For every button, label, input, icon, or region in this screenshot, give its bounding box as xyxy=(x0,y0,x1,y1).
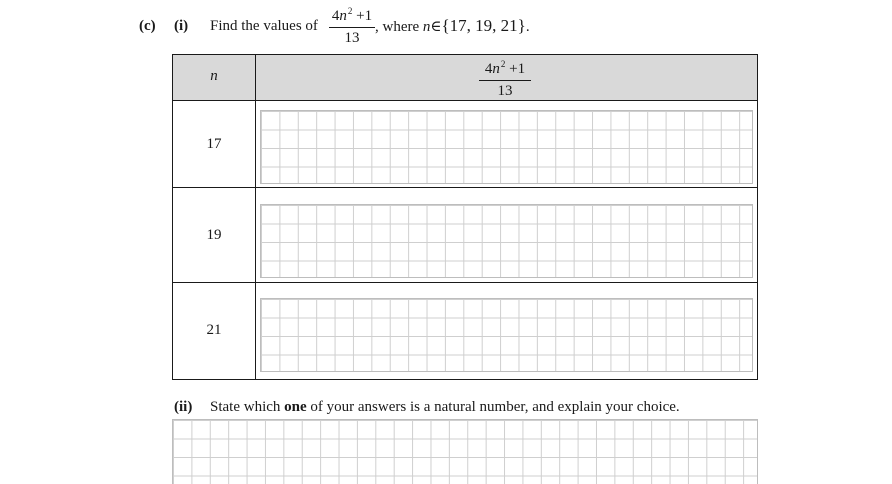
row-n-value: 21 xyxy=(206,322,222,338)
header-n: n xyxy=(210,68,218,84)
question-where-clause: , where n∈{17, 19, 21}. xyxy=(375,16,530,35)
set-values: {17, 19, 21} xyxy=(441,16,526,35)
question-prompt: Find the values of xyxy=(210,18,318,34)
fraction-numerator: $4n^2 +1$ xyxy=(329,6,375,28)
row-n-value: 17 xyxy=(206,136,222,152)
part-label-c: (c) xyxy=(139,18,156,34)
answer-grid-21[interactable] xyxy=(260,298,753,372)
table-header xyxy=(173,55,757,101)
column-divider xyxy=(255,55,256,379)
subpart-label-ii: (ii) xyxy=(174,399,193,415)
header-fraction xyxy=(479,59,531,100)
answer-grid-19[interactable] xyxy=(260,204,753,278)
question-ii-text: State which one of your answers is a natural number, and explain your choice. xyxy=(210,399,680,415)
answer-table xyxy=(172,54,758,380)
row-divider xyxy=(173,187,757,188)
header-fraction-numerator: $4n^2 +1$ xyxy=(479,59,531,81)
row-divider xyxy=(173,282,757,283)
subpart-label-i: (i) xyxy=(174,18,189,34)
answer-grid-17[interactable] xyxy=(260,110,753,184)
row-n-value: 19 xyxy=(206,227,222,243)
fraction-denominator: 13 xyxy=(344,30,360,46)
answer-grid-ii[interactable] xyxy=(172,419,758,484)
question-fraction xyxy=(329,6,375,47)
header-fraction-denominator: 13 xyxy=(497,83,513,99)
